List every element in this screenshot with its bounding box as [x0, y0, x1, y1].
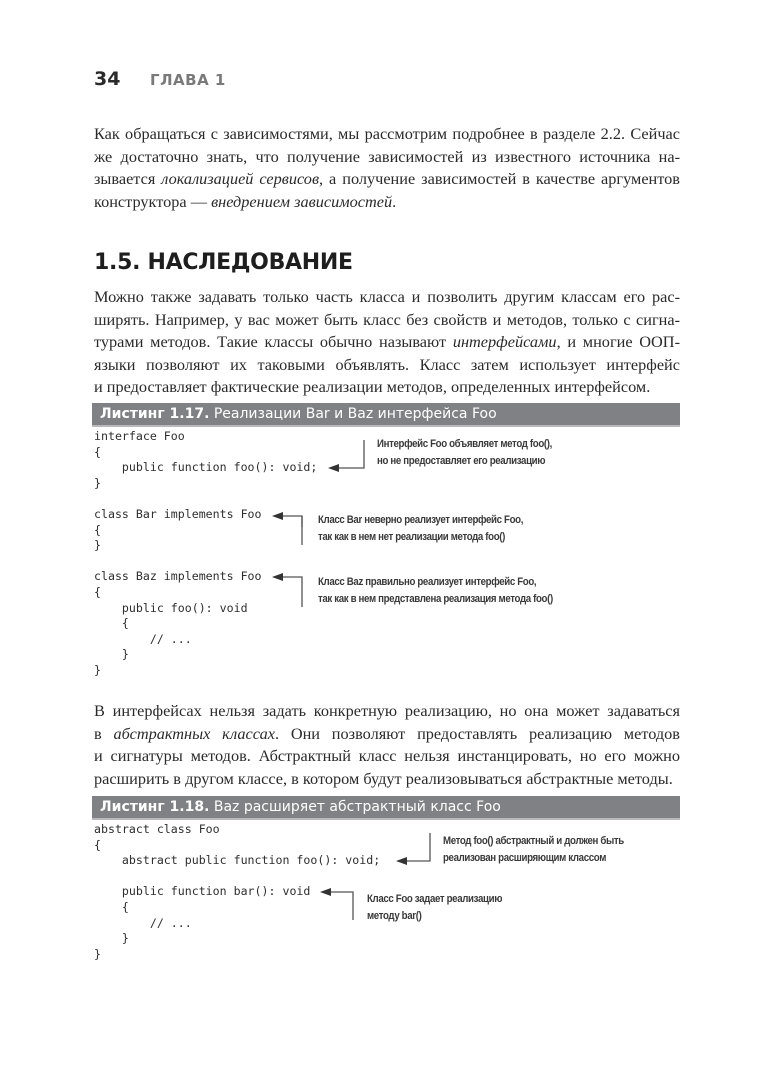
code-line: } — [94, 662, 101, 677]
text-line — [94, 768, 680, 791]
annotation-line: Интерфейс Foo объявляет метод foo(), — [377, 438, 552, 450]
text-run: конструктора — — [94, 191, 212, 211]
running-head — [94, 68, 226, 90]
code-line: } — [94, 647, 129, 662]
listing-header — [92, 796, 680, 820]
inheritance-paragraph — [94, 286, 680, 399]
text-line — [94, 745, 680, 768]
code-line: } — [94, 538, 101, 553]
text-line — [94, 376, 680, 399]
code-line: public foo(): void — [94, 600, 248, 615]
annotation-line: Класс Bar неверно реализует интерфейс Foo, — [318, 514, 524, 526]
code-line: abstract public function foo(): void; — [94, 853, 381, 868]
annotation-line: так как в нем представлена реализация метода foo() — [318, 593, 553, 605]
listing-title: Baz расширяет абстрактный класс Foo — [209, 799, 501, 815]
listing-number: Листинг 1.17. — [100, 406, 210, 422]
text-run: зывается — [94, 169, 162, 189]
text-line — [94, 331, 680, 354]
code-line: } — [94, 475, 101, 490]
code-line: { — [94, 837, 101, 852]
text-line — [94, 723, 680, 746]
code-line: abstract class Foo — [94, 822, 220, 836]
code-line: interface Foo — [94, 429, 185, 443]
code-line — [94, 491, 317, 507]
arrow-icon — [406, 833, 430, 861]
code-line: { — [94, 616, 129, 631]
annotation-line: но не предоставляет его реализацию — [377, 455, 546, 467]
annotation-line: так как в нем нет реализации метода foo() — [318, 531, 506, 543]
code-line: public function bar(): void — [94, 884, 311, 899]
code-block — [94, 429, 317, 679]
code-line: public function foo(): void; — [94, 460, 318, 475]
text-line — [94, 146, 680, 169]
page-number: 34 — [94, 68, 121, 90]
text-line — [94, 286, 680, 309]
annotation-line: Класс Foo задает реализацию — [367, 893, 503, 905]
code-line: // ... — [94, 631, 192, 646]
code-annotation — [367, 891, 502, 925]
code-line: } — [94, 931, 129, 946]
text-line — [94, 123, 680, 146]
annotation-line: методу bar() — [367, 910, 422, 922]
arrowhead-icon — [396, 857, 407, 865]
text-run: турами методов. Такие классы обычно называют — [94, 332, 453, 352]
code-annotation — [377, 436, 552, 470]
listing-number: Листинг 1.18. — [100, 799, 210, 815]
text-run: . — [392, 191, 397, 211]
annotation-line: Класс Baz правильно реализует интерфейс Foo, — [318, 576, 537, 588]
code-line — [94, 554, 317, 570]
emphasized-term: внедрением зависимостей — [211, 191, 393, 211]
text-run: же достаточно знать, что получение зависимостей из известного источника на- — [94, 146, 680, 166]
code-line: class Baz implements Foo — [94, 569, 262, 584]
text-run: расширить в другом классе, в котором будут реализовываться абстрактные методы. — [94, 768, 673, 788]
text-line — [94, 191, 680, 214]
code-line: { — [94, 444, 101, 459]
code-annotation — [318, 574, 553, 608]
intro-paragraph — [94, 123, 680, 213]
text-run: Как обращаться с зависимостями, мы рассмотрим подробнее в разделе 2.2. Сейчас — [94, 124, 680, 143]
text-run: в — [94, 723, 114, 743]
text-run: , а получение зависимостей в качестве аргументов — [319, 169, 680, 189]
text-run: ширять. Например, у вас может быть класс без свойств и методов, только с сигна- — [94, 309, 680, 329]
code-line: { — [94, 584, 101, 599]
text-line — [94, 354, 680, 377]
text-line — [94, 309, 680, 332]
emphasized-term: интерфейсами — [452, 332, 557, 352]
emphasized-term: абстрактных классах — [113, 723, 275, 743]
code-line: } — [94, 946, 101, 961]
text-run: Можно также задавать только часть класса и позволить другим классам его рас- — [94, 287, 680, 306]
text-run: . Они позволяют предоставлять реализацию методов — [274, 723, 680, 743]
annotation-line: реализован расширяющим классом — [443, 852, 607, 864]
text-run: и предоставляет фактические реализации методов, определенных интерфейсом. — [94, 377, 651, 397]
code-block — [94, 822, 380, 962]
text-run: , и многие ООП- — [556, 332, 680, 352]
arrow-icon — [338, 440, 364, 468]
code-line: { — [94, 899, 129, 914]
code-line: class Bar implements Foo — [94, 506, 262, 521]
emphasized-term: локализацией сервисов — [161, 169, 320, 189]
code-annotation — [318, 512, 523, 546]
section-heading: 1.5. НАСЛЕДОВАНИЕ — [94, 250, 353, 275]
code-line: { — [94, 522, 101, 537]
text-line — [94, 700, 680, 723]
chapter-label: ГЛАВА 1 — [150, 71, 226, 89]
listing-title: Реализации Bar и Baz интерфейса Foo — [209, 406, 497, 422]
text-run: В интерфейсах нельзя задать конкретную реализацию, но она может задаваться — [94, 701, 680, 720]
annotation-line: Метод foo() абстрактный и должен быть — [443, 835, 624, 847]
code-annotation — [443, 833, 624, 867]
code-line — [94, 869, 380, 885]
text-run: языки позволяют их таковыми объявлять. Класс затем использует интерфейс — [94, 354, 680, 374]
listing-header — [92, 403, 680, 427]
text-line — [94, 168, 680, 191]
abstract-paragraph — [94, 700, 680, 790]
code-line: // ... — [94, 915, 192, 930]
arrowhead-icon — [328, 464, 339, 472]
text-run: и сигнатуры методов. Абстрактный класс нельзя инстанцировать, но его можно — [94, 746, 680, 766]
